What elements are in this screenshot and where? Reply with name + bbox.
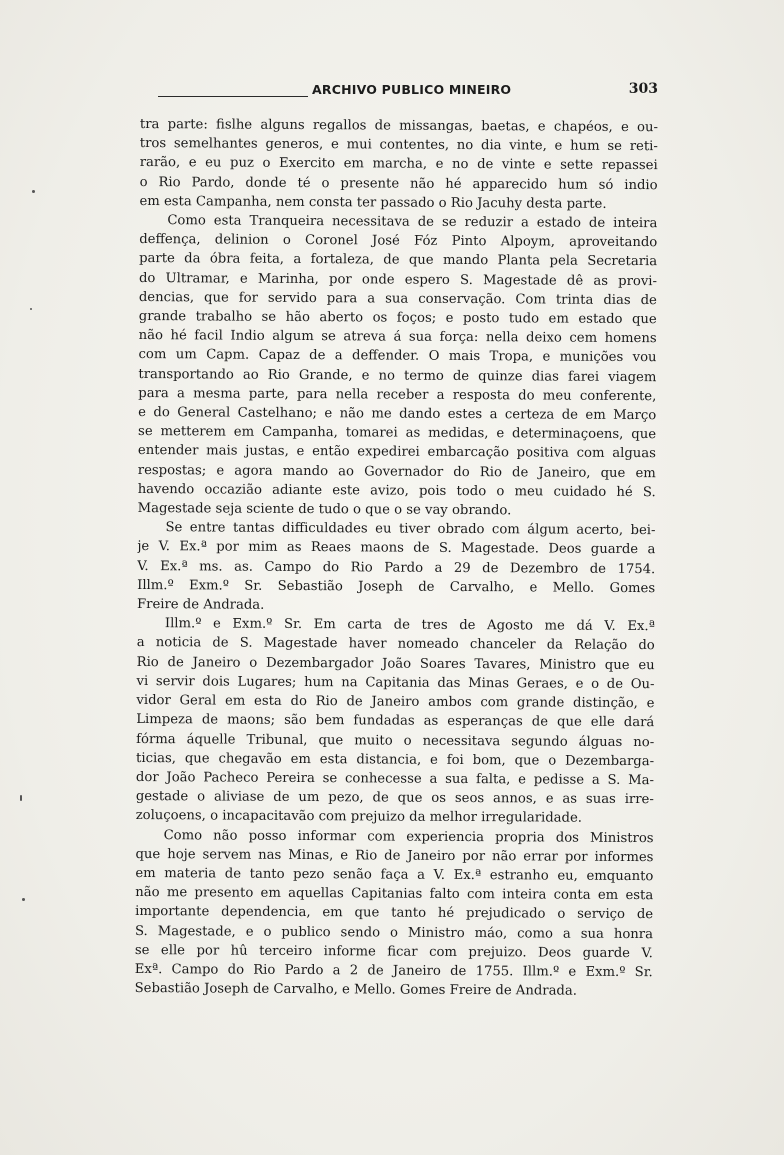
text-line: havendo occazião adiante este avizo, pois todo o meu cuidado hé S.: [137, 481, 656, 501]
text-line: Sebastião Joseph de Carvalho, e Mello. Gomes Freire de Andrada.: [134, 981, 577, 999]
paragraph: [135, 826, 654, 1002]
margin-speck: [20, 795, 22, 801]
text-line: zoluçoens, o incapacitavão com prejuizo da melhor irregularidade.: [135, 808, 583, 827]
text-line: Illm.º e Exm.º Sr. Em carta de tres de Agosto me dá V. Ex.ª: [164, 616, 655, 635]
paragraph: [137, 518, 656, 617]
page-number: 303: [628, 81, 658, 97]
text-line: dencias, que for servido para a sua conservação. Com trinta dias de: [138, 289, 657, 308]
text-line: e do General Castelhano; e não me dando estes a certeza de em Março: [138, 405, 657, 424]
text-line: Rio de Janeiro o Dezembargador João Soares Tavares, Ministro que eu: [136, 654, 655, 673]
text-line: dor João Pacheco Pereira se conhecesse a sua falta, e pedisse a S. Ma-: [135, 769, 654, 789]
text-line: Exª. Campo do Rio Pardo a 2 de Janeiro de 1755. Illm.º e Exm.º Sr.: [134, 961, 653, 981]
text-line: entender mais justas, e então expedirei embarcação positiva com alguas: [137, 443, 656, 462]
text-line: Limpeza de maons; são bem fundadas as esperanças de que elle dará: [136, 712, 655, 731]
text-line: S. Magestade, e o publico sendo o Ministro máo, como a sua honra: [134, 923, 654, 942]
text-line: com um Capm. Capaz de a deffender. O mais Tropa, e munições vou: [138, 347, 657, 366]
text-line: Illm.º Exm.º Sr. Sebastião Joseph de Carvalho, e Mello. Gomes: [137, 577, 656, 597]
text-line: do Ultramar, e Marinha, por onde espero S. Magestade dê as provi-: [138, 270, 658, 289]
text-line: vidor Geral em esta do Rio de Janeiro ambos com grande distinção, e: [136, 693, 655, 712]
running-header: [158, 80, 658, 102]
body-text: [135, 115, 658, 1001]
text-line: gestade o aliviase de um pezo, de que os seos annos, e as suas irre-: [135, 789, 654, 808]
text-line: transportando ao Rio Grande, e no termo de quinze dias farei viagem: [138, 366, 657, 385]
text-line: para a mesma parte, para nella receber a resposta do meu conferente,: [138, 385, 657, 405]
text-line: Magestade seja sciente de tudo o que o se vay obrando.: [137, 501, 512, 519]
text-line: não hé facil Indio algum se atreva á sua força: nella deixo cem homens: [138, 328, 657, 347]
text-line: ticias, que chegavão em esta distancia, e foi bom, que o Dezembarga-: [136, 750, 655, 769]
text-line: parte da óbra feita, a fortaleza, de que mando Planta pela Secretaria: [139, 251, 658, 270]
text-line: rarão, e eu puz o Exercito em marcha, e no de vinte e sette repassei: [139, 155, 658, 174]
text-line: je V. Ex.ª por mim as Reaes maons de S. Magestade. Deos guarde a: [137, 539, 656, 558]
text-line: tra parte: fislhe alguns regallos de missangas, baetas, e chapéos, e ou-: [139, 116, 658, 136]
text-line: não me presento em aquellas Capitanias falto com inteira conta em esta: [135, 885, 654, 904]
text-line: V. Ex.ª ms. as. Campo do Rio Pardo a 29 de Dezembro de 1754.: [137, 558, 656, 577]
paragraph: [138, 211, 658, 521]
header-title: ARCHIVO PUBLICO MINEIRO: [312, 82, 512, 97]
text-line: importante dependencia, em que tanto hé prejudicado o serviço de: [135, 904, 654, 923]
text-line: em esta Campanha, nem consta ter passado o Rio Jacuhy desta parte.: [139, 193, 607, 212]
text-line: a noticia de S. Magestade haver nomeado chanceler da Relação do: [136, 635, 655, 654]
text-line: o Rio Pardo, donde té o presente não hé apparecido hum só indio: [139, 174, 658, 193]
text-line: respostas; e agora mando ao Governador do Rio de Janeiro, que em: [137, 462, 656, 481]
text-line: Como não posso informar com experiencia propria dos Ministros: [163, 827, 654, 846]
text-line: que hoje servem nas Minas, e Rio de Janeiro por não errar por informes: [135, 846, 654, 865]
text-line: Freire de Andrada.: [136, 597, 265, 613]
text-line: em materia de tanto pezo senão faça a V. Ex.ª estranho eu, emquanto: [135, 865, 654, 885]
text-line: Como esta Tranqueira necessitava de se reduzir a estado de inteira: [167, 213, 658, 232]
margin-speck: [22, 898, 25, 901]
paragraph: [136, 614, 655, 828]
header-rule: [158, 96, 308, 97]
text-line: vi servir dois Lugares; hum na Capitania das Minas Geraes, e o de Ou-: [136, 673, 655, 693]
text-line: fórma áquelle Tribunal, que muito o necessitava segundo álguas no-: [136, 731, 655, 750]
text-line: deffença, delinion o Coronel José Fóz Pinto Alpoym, aproveitando: [139, 232, 658, 251]
margin-speck: [32, 190, 35, 193]
text-line: se elle por hû terceiro informe ficar com prejuizo. Deos guarde V.: [134, 942, 653, 961]
text-line: tros semelhantes generos, e mui contentes, no dia vinte, e hum se reti-: [139, 136, 658, 155]
text-line: Se entre tantas difficuldades eu tiver obrado com álgum acerto, bei-: [165, 520, 656, 539]
text-line: grande trabalho se hão aberto os foços; e posto tudo em estado que: [138, 309, 657, 328]
paragraph: [139, 115, 658, 214]
margin-speck: [30, 308, 32, 310]
text-line: se metterem em Campanha, tomarei as medidas, e determinaçoens, que: [138, 424, 657, 443]
